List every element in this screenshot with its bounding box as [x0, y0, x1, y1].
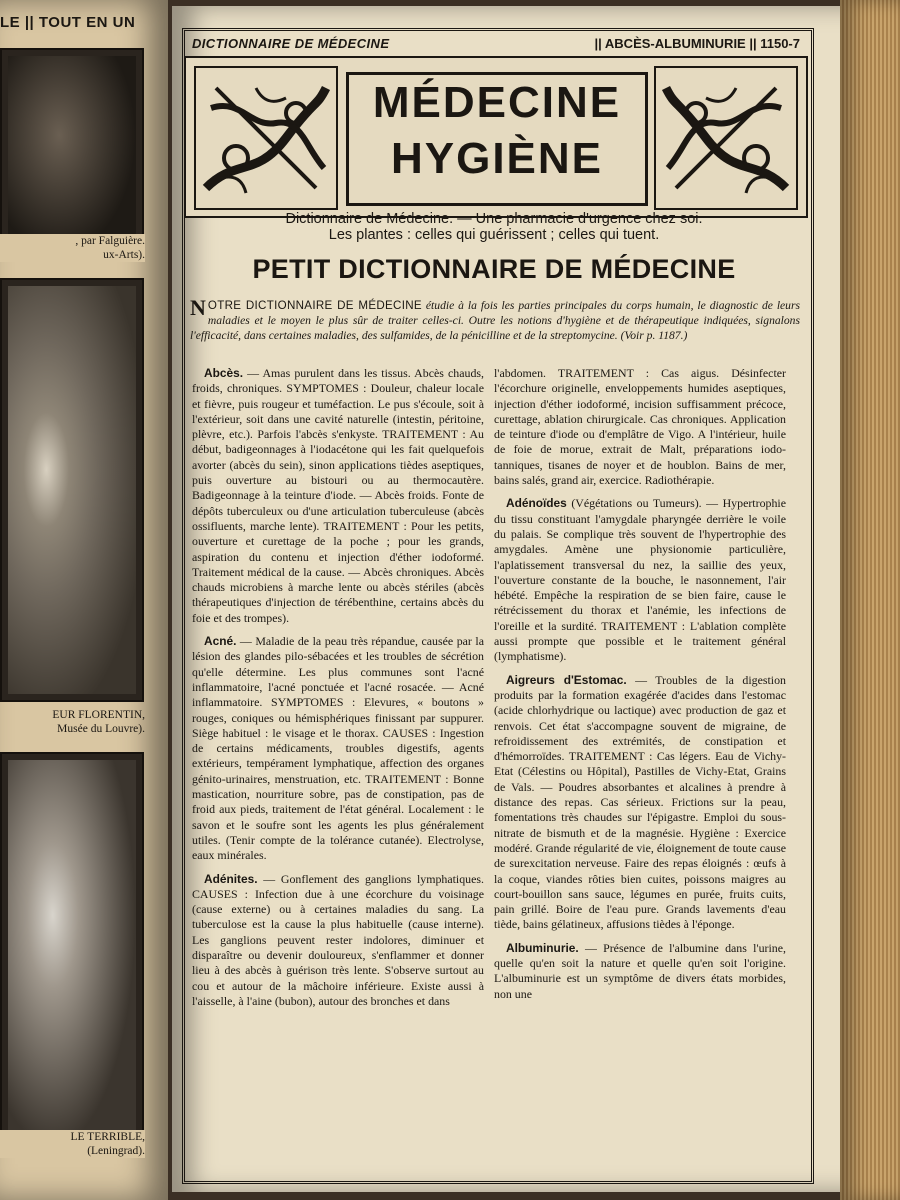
left-page: [0, 0, 168, 1200]
intro-text: étudie à la fois les parties principales du corps humain, le diagnostic de leurs maladies et le moyen le plus sûr de traiter celles-ci. Outre les notions d'hygiène et de thérapeutique indiquées, signalons l'efficacité, dans certaines maladies, des sulfamides, de la pénicilline et de la streptomycine. (Voir p. 1187.): [190, 299, 801, 342]
entry-continuation: l'abdomen. TRAITEMENT : Cas aigus. Désinfecter l'écorchure originelle, enveloppements humides aseptiques, injection d'éther iodoformé, incision suffisamment précoce, curettage, ablation chirurgicale. Cas chroniques. Application de teinture d'iode ou d'emplâtre de Vigo. A l'intérieur, huile de foie de morue, extrait de Malt, préparations iodo-tanniques, tisanes de noyer et de houblon. Bains de mer, bains salés, grand air, exercice. Radiothérapie.: [494, 366, 786, 488]
page-title: PETIT DICTIONNAIRE DE MÉDECINE: [252, 254, 736, 284]
dictionary-entry: [494, 941, 786, 1002]
entry-term: Albuminurie.: [506, 940, 579, 955]
entry-term: Acné.: [204, 634, 237, 649]
entry-text: — Troubles de la digestion produits par la formation exagérée d'acides dans l'estomac (acide chlorhydrique ou lactique) avec production de gaz et renvois. Cet état s'accompagne souvent de migraine, de refroidissement des extrémités, de constipation et d'hémorroïdes. TRAITEMENT : Cas légers. Eau de Vichy-Etat (Célestins ou Hôpital), Pastilles de Vichy-Etat, Grains de Vals. — Poudres absorbantes et alcalines à prendre à distance des repas. Cas sérieux. Frictions sur la peau, fomentations très chaudes sur l'épigastre. Emploi du sous-nitrate de bismuth et de la magnésie. Hygiène : Exercice modéré. Grande régularité de vie, éloignement de toute cause de surexcitation nerveuse. Faire des repas éloignés : œufs à la coque, viandes rôties bien cuites, poissons maigres au court-bouillon sans sauce, légumes en purée, fruits cuits, pain grillé. Boire de l'eau pure. Grands lavements d'eau tiède, bains gélatineux, affusions tièdes à l'éponge.: [494, 672, 786, 932]
entry-text: — Présence de l'albumine dans l'urine, quelle qu'en soit la nature et quelle qu'en soit l'origine. L'albuminurie est un symptôme de divers états morbides, non une: [494, 940, 786, 1001]
sculpture-photo: [8, 56, 136, 254]
entry-term: Abcès.: [204, 366, 243, 380]
intro-lead: OTRE DICTIONNAIRE DE MÉDECINE: [207, 299, 422, 312]
plate-sculpture-2: [0, 278, 144, 702]
plate-caption-2: EUR FLORENTIN, Musée du Louvre).: [52, 709, 145, 735]
left-running-head: LE || TOUT EN UN: [0, 14, 136, 31]
entry-text: — Amas purulent dans les tissus. Abcès chauds, froids, chroniques. SYMPTOMES : Douleur, chaleur locale et fièvre, puis rougeur et tuméfaction. Le pus s'écoule, soit à l'extérieur, soit dans une cavité naturelle (intestin, péritoine, plèvre, etc.). Parfois l'abcès s'enkyste. TRAITEMENT : Au début, badigeonnages à l'iodacétone qui les fait quelquefois avorter (abcès du sein), sinon applications tièdes aseptiques, puis ouverture au bistouri ou au thermocautère. Badigeonnage à la teinture d'iode. — Abcès froids. Fonte de dépôts tuberculeux ou d'une articulation tuberculeuse (abcès ossifluents, marche lente). TRAITEMENT : Pour les petits, ouverture et curettage de la poche ; pour les grands, aspiration du contenu et injection d'éther iodoformé. Traitement médical de la cause. — Abcès chroniques. Abcès chauds microbiens à marche lente ou abcès stériles (abcès thérapeutiques d'injection de térébenthine, certains abcès du foie et des trompes).: [192, 366, 484, 625]
sculpture-photo: [8, 760, 136, 1148]
sculpture-photo: [8, 286, 136, 694]
entry-term: Adénoïdes: [506, 496, 567, 511]
column-left: [192, 366, 484, 1156]
plate-sculpture-1: [0, 48, 144, 262]
entry-text: — Maladie de la peau très répandue, causée par la lésion des glandes pilo-sébacées et les troubles de sécrétion qu'elle détermine. Les plus communes sont l'acné inflammatoire, l'acné ponctuée et l'acné rosacée. — Acné inflammatoire. SYMPTOMES : Elevures, « boutons » rouges, coniques ou hémisphériques finissant par suppurer. Siège habituel : le visage et le thorax. CAUSES : Ingestion de certains médicaments, troubles digestifs, agents extérieurs, tempérament lymphatique, affection des organes génito-urinaires, menstruation, etc. TRAITEMENT : Bonne mastication, nourriture sobre, pas de constipation, pas de froid aux pieds, traitement de l'état général. Localement : le savon et le soufre sont les agents les plus généralement utiles. (Tenir compte de la tolérance cutanée). Electrolyse, eaux minérales.: [192, 634, 484, 863]
plate-sculpture-3: [0, 752, 144, 1156]
dictionary-entry: [192, 634, 484, 863]
entry-term: Adénites.: [204, 871, 258, 886]
dictionary-entry: [192, 366, 484, 626]
dictionary-entry: [192, 872, 484, 1010]
subtitle-line-1: Dictionnaire de Médecine. — Une pharmacie d'urgence chez soi.: [285, 211, 703, 227]
running-head: [186, 36, 806, 56]
dictionary-entry: [494, 673, 786, 933]
dictionary-page: [172, 6, 854, 1192]
plate-caption-1: , par Falguière. ux-Arts).: [0, 234, 145, 262]
banner-title-medecine: MÉDECINE: [372, 78, 622, 127]
banner-title: [346, 72, 648, 206]
running-head-title: DICTIONNAIRE DE MÉDECINE: [192, 36, 390, 51]
entry-term: Aigreurs d'Estomac.: [506, 672, 627, 687]
caduceus-ornament-icon: [654, 66, 798, 210]
entry-text: (Végétations ou Tumeurs). — Hypertrophie du tissu constituant l'amygdale pharyngée derrière le voile du palais. Se complique très souvent de l'hypertrophie des amygdales. Amène une physionomie particulière, l'aplatissement transversal du nez, la saillie des yeux, l'ouverture constante de la bouche, le nasonnement, l'air hébété. Empêche la respiration de se bien faire, cause le rétrécissement du thorax et l'anémie, les infections de l'oreille et la surdité. TRAITEMENT : L'ablation complète aussi prompte que possible et le traitement général (lymphatisme).: [494, 496, 786, 664]
book-page-edges: [840, 0, 900, 1200]
entry-text: — Gonflement des ganglions lymphatiques. CAUSES : Infection due à une écorchure du voisinage (cause externe) ou à certaines maladies du sang. La tuberculose est la cause la plus habituelle (cause interne). Les ganglions peuvent rester indolores, diminuer et disparaître ou devenir douloureux, s'enflammer et donner lieu à des abcès à guérison très lente. S'observe surtout au cou et autour de la mâchoire inférieure. Existe aussi à l'aisselle, à l'aine (bubon), autour des bronches et dans: [192, 871, 484, 1008]
subtitle-line-2: Les plantes : celles qui guérissent ; celles qui tuent.: [328, 227, 660, 243]
plate-caption-3: LE TERRIBLE, (Leningrad).: [0, 1130, 145, 1158]
dictionary-entry: [494, 496, 786, 664]
caduceus-ornament-icon: [194, 66, 338, 210]
banner-title-hygiene: HYGIÈNE: [390, 134, 604, 183]
running-head-range: || ABCÈS-ALBUMINURIE || 1150-7: [594, 36, 800, 51]
drop-cap: N: [190, 295, 206, 320]
column-right: [494, 366, 786, 1156]
header-banner: [184, 56, 808, 218]
intro-paragraph: [190, 295, 801, 343]
